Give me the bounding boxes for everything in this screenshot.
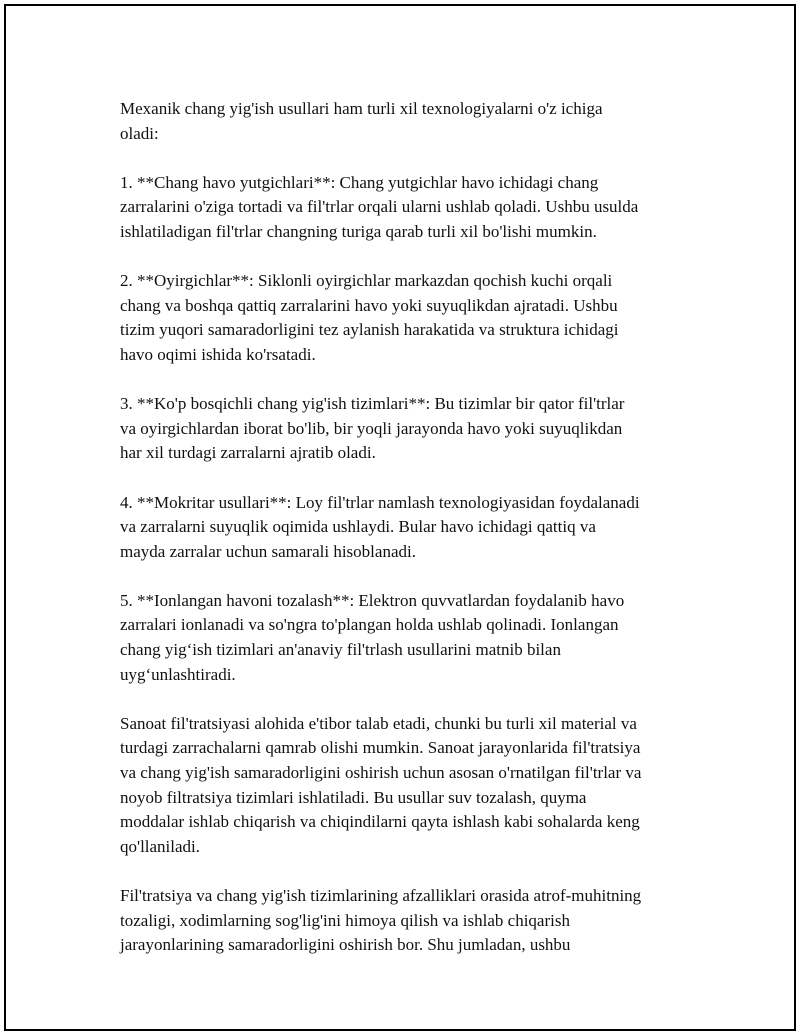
paragraph-industrial: Sanoat fil'tratsiyasi alohida e'tibor talab etadi, chunki bu turli xil material va turdagi zarrachalarni qamrab olishi mumkin. Sanoat jarayonlarida fil'tratsiya va chang yig'ish samaradorligini oshirish uchun asosan o'rnatilgan fil'trlar va noyob filtratsiya tizimlari ishlatiladi. Bu usullar suv tozalash, quyma moddalar ishlab chiqarish va chiqindilarni qayta ishlash kabi sohalarda keng qo'llaniladi. bbox=[120, 713, 642, 856]
paragraph-item-3: 3. **Ko'p bosqichli chang yig'ish tizimlari**: Bu tizimlar bir qator fil'trlar va oyirgichlardan iborat bo'lib, bir yoqli jarayonda havo yoki suyuqlikdan har xil turdagi zarralarni ajratib oladi. bbox=[120, 394, 625, 463]
paragraph-item-2: 2. **Oyirgichlar**: Siklonli oyirgichlar markazdan qochish kuchi orqali chang va boshqa qattiq zarralarini havo yoki suyuqlikdan ajratadi. Ushbu tizim yuqori samaradorligini tez aylanish harakatida va struktura ichidagi havo oqimi ishida ko'rsatadi. bbox=[120, 271, 619, 364]
paragraph-advantages: Fil'tratsiya va chang yig'ish tizimlarining afzalliklari orasida atrof-muhitning tozaligi, xodimlarning sog'lig'ini himoya qilish va ishlab chiqarish jarayonlarining samaradorligini oshirish bor. Shu jumladan, ushbu bbox=[120, 886, 642, 955]
paragraph-item-5: 5. **Ionlangan havoni tozalash**: Elektron quvvatlardan foydalanib havo zarralari ionlanadi va so'ngra to'plangan holda ushlab qolinadi. Ionlangan chang yig‘ish tizimlari an'anaviy fil'trlash usullarini matnib bilan uyg‘unlashtiradi. bbox=[120, 590, 625, 684]
document-body bbox=[120, 97, 700, 958]
paragraph-intro: Mexanik chang yig'ish usullari ham turli xil texnologiyalarni o'z ichiga oladi: bbox=[120, 99, 603, 143]
page-frame bbox=[4, 4, 796, 1031]
paragraph-item-1: 1. **Chang havo yutgichlari**: Chang yutgichlar havo ichidagi chang zarralarini o'ziga tortadi va fil'trlar orqali ularni ushlab qoladi. Ushbu usulda ishlatiladigan fil'trlar changning turiga qarab turli xil bo'lishi mumkin. bbox=[120, 172, 639, 241]
paragraph-item-4: 4. **Mokritar usullari**: Loy fil'trlar namlash texnologiyasidan foydalanadi va zarralarni suyuqlik oqimida ushlaydi. Bular havo ichidagi qattiq va mayda zarralar uchun samarali hisoblanadi. bbox=[120, 492, 640, 561]
